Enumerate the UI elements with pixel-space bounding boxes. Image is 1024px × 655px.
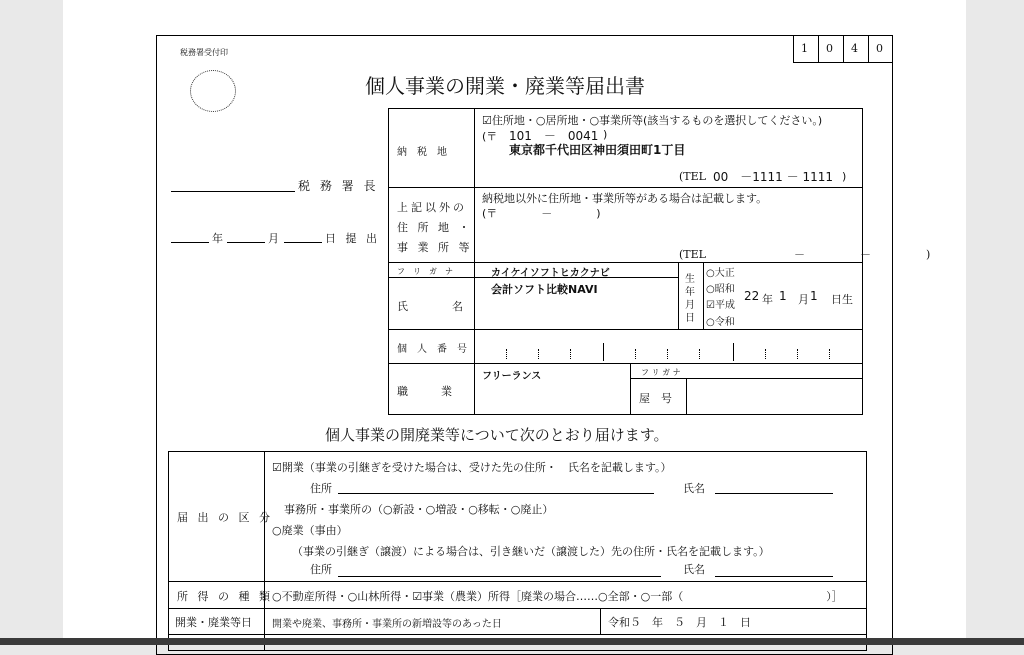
taxplace-tel-value: 00 －1111 － 1111 [713, 170, 833, 184]
submit-year-label: 年 [212, 232, 223, 245]
income-value: ○不動産所得・○山林所得・☑事業（農業）所得［廃業の場合……○全部・○一部（ ）］ [272, 590, 843, 603]
mynumber-label: 個 人 番 号 [397, 344, 467, 355]
taxplace-postal-prefix: (〒 [482, 130, 498, 143]
taxplace-label: 納 税 地 [397, 147, 447, 158]
form-number-digit-1: 1 [801, 42, 808, 55]
category-transfer-line: （事業の引継ぎ（譲渡）による場合は、引き継いだ（譲渡した）先の住所・氏名を記載します。） [292, 545, 770, 558]
birth-era-taisho: ○大正 [706, 268, 735, 279]
birth-era-reiwa: ○令和 [706, 317, 735, 328]
taxplace-postal-close: ) [603, 128, 608, 141]
other-address-postal: (〒 － ) [482, 207, 601, 220]
other-address-tel: (TEL － － ) [679, 248, 931, 261]
trade-label: 屋 号 [639, 392, 672, 405]
birth-year-suffix: 年 [762, 293, 773, 306]
taxplace-tel-close: ) [842, 170, 847, 183]
taxplace-tel-prefix: (TEL [679, 170, 706, 183]
taxplace-address: 東京都千代田区神田須田町1丁目 [509, 143, 686, 157]
name-furigana-label: フ リ ガ ナ [397, 267, 453, 276]
occupation-value: フリーランス [482, 371, 542, 382]
opendate-desc: 開業や廃業、事務所・事業所の新増設等のあった日 [272, 619, 502, 630]
category-address-label-1: 住所 [310, 482, 332, 495]
form-number-digit-2: 0 [826, 42, 833, 55]
birth-month-suffix: 月 [798, 293, 809, 306]
opendate-label: 開業・廃業等日 [175, 616, 252, 629]
birth-month: 1 [779, 289, 787, 303]
category-name-label-2: 氏名 [683, 563, 705, 576]
other-address-label-2: 住 所 地 ・ [397, 221, 473, 234]
category-label: 届 出 の 区 分 [177, 511, 273, 524]
name-label: 氏 名 [397, 300, 463, 313]
trade-furigana-label: フ リ ガ ナ [641, 368, 681, 377]
taxplace-postal-code: 101 － 0041 [509, 129, 599, 143]
income-label: 所 得 の 種 類 [177, 590, 273, 603]
birth-day: 1 [810, 289, 818, 303]
name-value: 会計ソフト比較NAVI [491, 283, 598, 296]
category-address-label-2: 住所 [310, 563, 332, 576]
birth-year: 22 [744, 289, 760, 303]
birth-era-showa: ○昭和 [706, 284, 735, 295]
birth-label-1: 生 [685, 274, 695, 285]
form-number-digit-3: 4 [851, 42, 858, 55]
submit-month-label: 月 [268, 232, 279, 245]
submit-day-label: 日 提 出 [325, 232, 380, 245]
stamp-label: 税務署受付印 [180, 48, 228, 57]
statement: 個人事業の開廃業等について次のとおり届けます。 [325, 426, 669, 444]
category-office-line: 事務所・事業所の（○新設・○増設・○移転・○廃止） [284, 503, 554, 516]
other-address-label-3: 事 業 所 等 [397, 241, 473, 254]
name-furigana-value: カイケイソフトヒカクナビ [491, 268, 610, 279]
occupation-label: 職 業 [397, 385, 452, 398]
category-close-line: ○廃業（事由） [272, 524, 348, 537]
viewer-bottom-bar [0, 638, 1024, 645]
tax-office-line [171, 191, 295, 192]
taxplace-option-line: ☑住所地・○居所地・○事業所等(該当するものを選択してください。) [482, 114, 823, 127]
birth-label-4: 日 [685, 313, 695, 324]
opendate-value: 令和５ 年 ５ 月 １ 日 [608, 616, 751, 629]
birth-era-heisei: ☑平成 [706, 300, 735, 311]
tax-office-suffix: 税 務 署 長 [298, 179, 379, 193]
other-address-note: 納税地以外に住所地・事業所等がある場合は記載します。 [482, 192, 768, 205]
form-title: 個人事業の開業・廃業等届出書 [365, 74, 645, 98]
form-sheet [63, 0, 966, 645]
category-name-label-1: 氏名 [683, 482, 705, 495]
other-address-label-1: 上記以外の [397, 201, 467, 214]
stamp-circle [190, 70, 236, 112]
birth-label-3: 月 [685, 300, 695, 311]
form-number-digit-4: 0 [876, 42, 883, 55]
category-open-line: ☑開業（事業の引継ぎを受けた場合は、受けた先の住所・ 氏名を記載します。） [272, 461, 672, 474]
birth-label-2: 年 [685, 287, 695, 298]
birth-day-suffix: 日生 [831, 293, 853, 306]
